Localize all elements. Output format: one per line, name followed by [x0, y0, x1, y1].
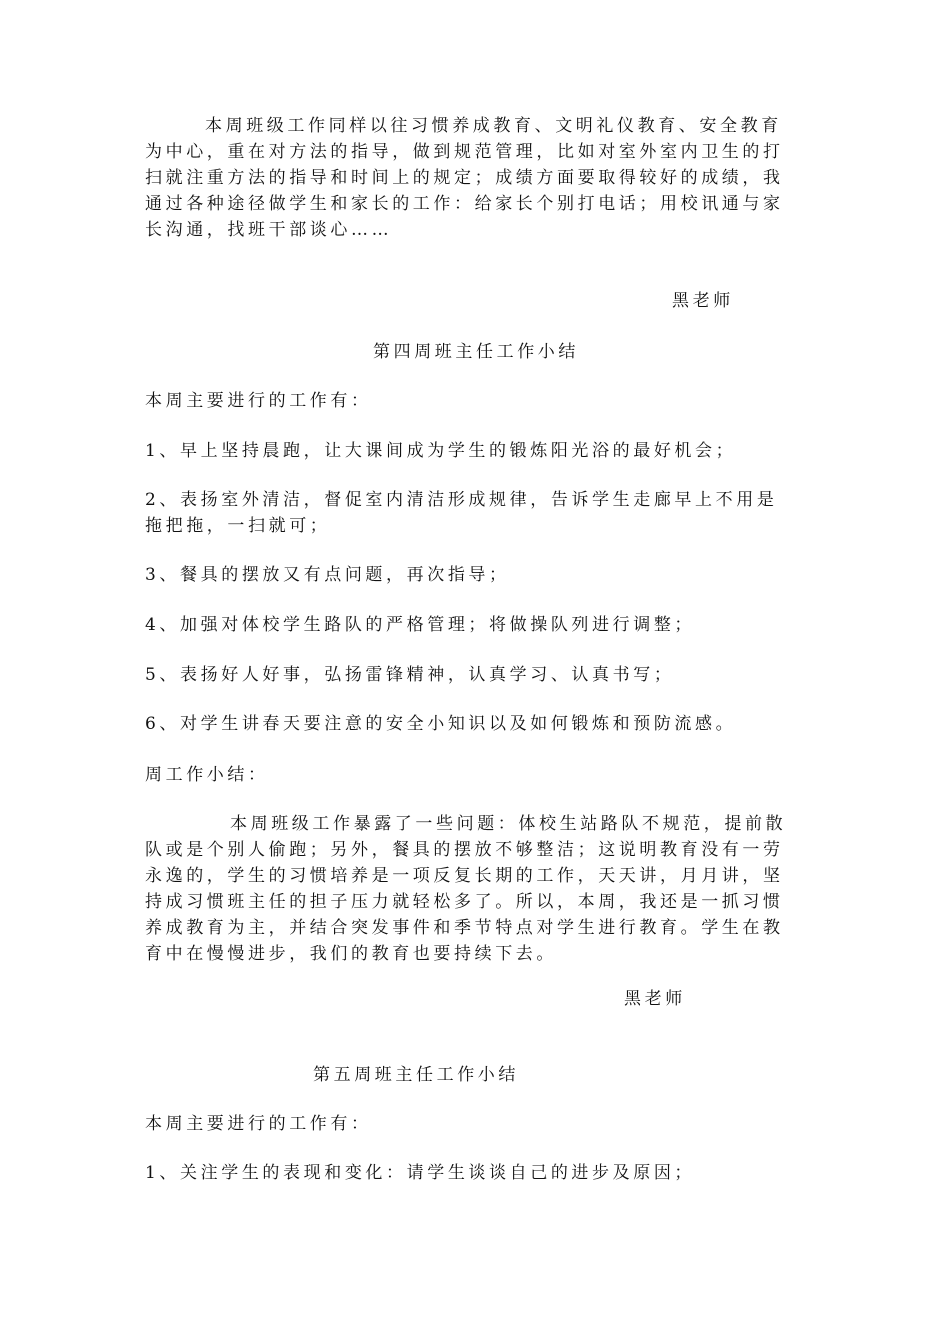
paragraph-line: 长沟通，找班干部谈心…… [145, 220, 393, 240]
section-title: 第四周班主任工作小结 [373, 342, 579, 362]
summary-label: 周工作小结： [145, 765, 269, 785]
list-item: 2、表扬室外清洁，督促室内清洁形成规律，告诉学生走廊早上不用是 [145, 490, 778, 510]
signature: 黑老师 [624, 989, 686, 1009]
summary-line: 育中在慢慢进步，我们的教育也要持续下去。 [145, 944, 557, 964]
summary-line: 永逸的，学生的习惯培养是一项反复长期的工作，天天讲，月月讲，坚 [145, 866, 784, 886]
paragraph-line: 为中心，重在对方法的指导，做到规范管理，比如对室外室内卫生的打 [145, 142, 784, 162]
section-intro: 本周主要进行的工作有： [145, 1114, 372, 1134]
list-item: 5、表扬好人好事，弘扬雷锋精神，认真学习、认真书写； [145, 665, 675, 685]
list-item: 3、餐具的摆放又有点问题，再次指导； [145, 565, 510, 585]
section-title: 第五周班主任工作小结 [313, 1065, 519, 1085]
list-item: 6、对学生讲春天要注意的安全小知识以及如何锻炼和预防流感。 [145, 714, 737, 734]
list-item: 4、加强对体校学生路队的严格管理；将做操队列进行调整； [145, 615, 696, 635]
summary-line: 队或是个别人偷跑；另外，餐具的摆放不够整洁；这说明教育没有一劳 [145, 840, 784, 860]
list-item: 1、早上坚持晨跑，让大课间成为学生的锻炼阳光浴的最好机会； [145, 441, 737, 461]
section-intro: 本周主要进行的工作有： [145, 391, 372, 411]
summary-line: 本周班级工作暴露了一些问题：体校生站路队不规范，提前散 [230, 814, 787, 834]
paragraph-line: 本周班级工作同样以往习惯养成教育、文明礼仪教育、安全教育 [205, 116, 782, 136]
list-item: 1、关注学生的表现和变化：请学生谈谈自己的进步及原因； [145, 1163, 696, 1183]
paragraph-line: 通过各种途径做学生和家长的工作：给家长个别打电话；用校讯通与家 [145, 194, 784, 214]
signature: 黑老师 [672, 291, 734, 311]
paragraph-line: 扫就注重方法的指导和时间上的规定；成绩方面要取得较好的成绩，我 [145, 168, 784, 188]
summary-line: 持成习惯班主任的担子压力就轻松多了。所以，本周，我还是一抓习惯 [145, 892, 784, 912]
summary-line: 养成教育为主，并结合突发事件和季节特点对学生进行教育。学生在教 [145, 918, 784, 938]
list-item-continued: 拖把拖，一扫就可； [145, 516, 331, 536]
